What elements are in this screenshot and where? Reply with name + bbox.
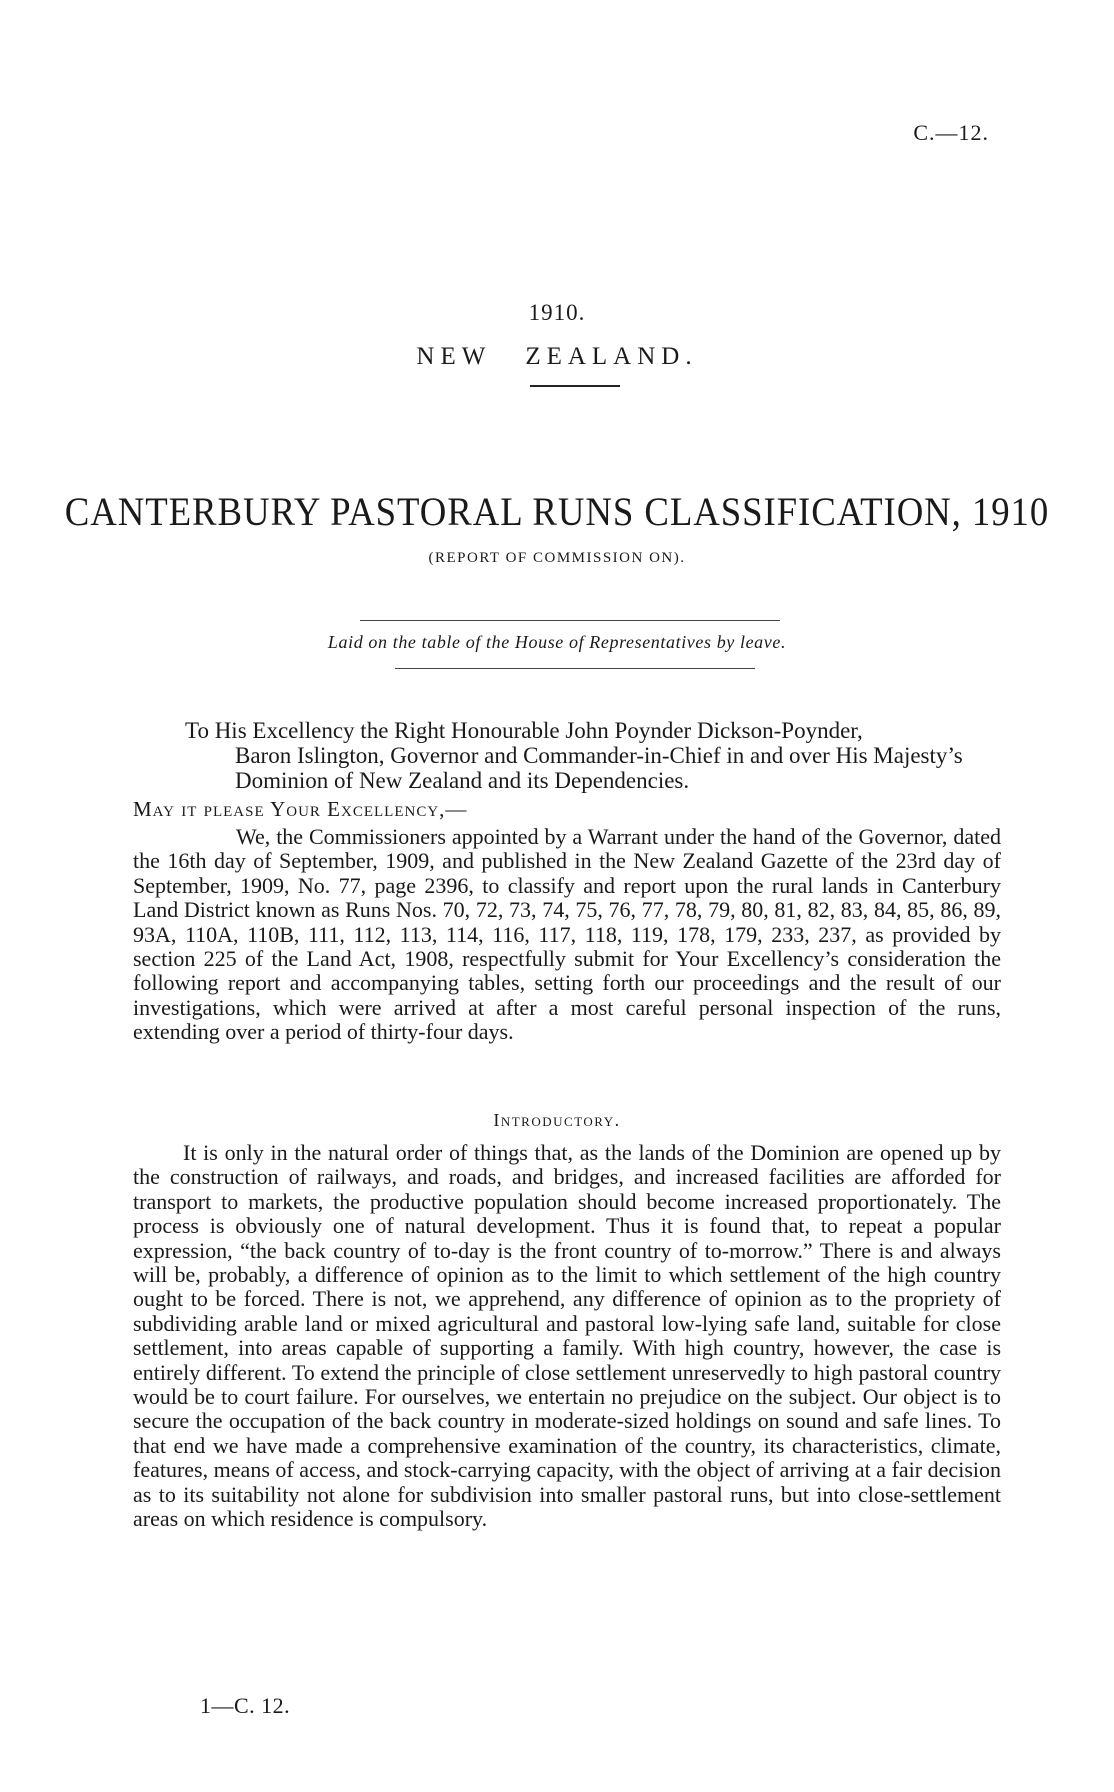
document-year: 1910.	[528, 300, 586, 325]
page-footer: 1—C. 12.	[200, 1693, 291, 1718]
divider-bottom	[395, 668, 755, 669]
address-line-2: Baron Islington, Governor and Commander-in-Chief in and over His Majesty’s Dominion of New Zealand and its Dependencies.	[235, 743, 963, 793]
laid-notice: Laid on the table of the House of Representatives by leave.	[327, 632, 787, 652]
divider-top	[360, 620, 780, 621]
paper-reference: C.—12.	[913, 120, 989, 145]
document-subtitle: (REPORT OF COMMISSION ON).	[428, 550, 686, 566]
country-word-zealand: ZEALAND.	[525, 343, 698, 370]
address-line-1: To His Excellency the Right Honourable John Poynder Dickson-Poynder,	[185, 718, 863, 743]
salutation: May it please Your Excellency,—	[133, 797, 468, 821]
address-block	[185, 718, 1000, 793]
paragraph-commission: We, the Commissioners appointed by a Warrant under the hand of the Governor, dated the 16th day of September, 1909, and published in the New Zealand Gazette of the 23rd day of September, 1909, No. 77, page 2396, to classify and report upon the rural lands in Canterbury Land District known as Runs Nos. 70, 72, 73, 74, 75, 76, 77, 78, 79, 80, 81, 82, 83, 84, 85, 86, 89, 93A, 110A, 110B, 111, 112, 113, 114, 116, 117, 118, 119, 178, 179, 233, 237, as provided by section 225 of the Land Act, 1908, respectfully submit for Your Excellency’s consideration the following report and accompanying tables, setting forth our proceedings and the result of our investigations, which were arrived at after a most careful personal inspection of the runs, extending over a period of thirty-four days.	[133, 824, 1001, 1045]
divider-short	[530, 385, 620, 387]
country-heading	[0, 343, 1114, 371]
section-heading-introductory: Introductory.	[493, 1110, 621, 1130]
country-word-new: NEW	[416, 343, 492, 370]
document-title: CANTERBURY PASTORAL RUNS CLASSIFICATION, 1910	[64, 489, 1050, 534]
paragraph-introductory: It is only in the natural order of things that, as the lands of the Dominion are opened up by the construction of railways, and roads, and bridges, and increased facilities are afforded for transport to markets, the productive population should become increased proportionately. The process is obviously one of natural development. Thus it is found that, to repeat a popular expression, “the back country of to-day is the front country of to-morrow.” There is and always will be, probably, a difference of opinion as to the limit to which settlement of the high country ought to be forced. There is not, we apprehend, any difference of opinion as to the propriety of subdividing arable land or mixed agricultural and pastoral low-lying safe land, suitable for close settlement, into areas capable of supporting a family. With high country, however, the case is entirely different. To extend the principle of close settlement unreservedly to high pastoral country would be to court failure. For ourselves, we entertain no prejudice on the subject. Our object is to secure the occupation of the back country in moderate-sized holdings on sound and safe lines. To that end we have made a comprehensive examination of the country, its characteristics, climate, features, means of access, and stock-carrying capacity, with the object of arriving at a fair decision as to its suitability not alone for subdivision into smaller pastoral runs, but into close-settlement areas on which residence is compulsory.	[133, 1140, 1001, 1532]
